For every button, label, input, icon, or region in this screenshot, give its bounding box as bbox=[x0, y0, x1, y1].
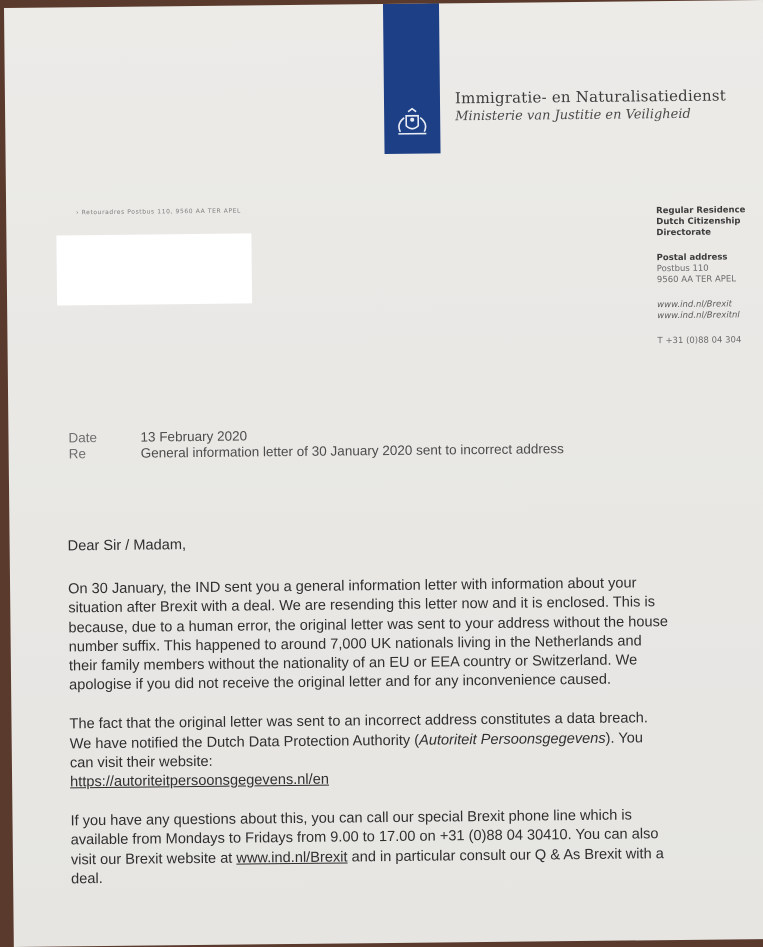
subject-value: General information letter of 30 January 2020 sent to incorrect address bbox=[140, 441, 564, 461]
breach-text-start: The fact that the original letter was sent to an incorrect address constitutes a data breach. We have notified the Dutch Data Protection Authority ( bbox=[69, 710, 648, 752]
unit-line-3: Directorate bbox=[656, 227, 712, 239]
website-link-2: www.ind.nl/Brexitnl bbox=[657, 310, 740, 322]
postal-address-label: Postal address bbox=[656, 252, 728, 264]
letter-metadata bbox=[68, 425, 610, 463]
date-label: Date bbox=[68, 430, 98, 446]
redacted-recipient-address bbox=[56, 233, 252, 305]
postal-line-2: 9560 AA TER APEL bbox=[656, 274, 737, 286]
organization-name: Immigratie- en Naturalisatiedienst bbox=[454, 86, 727, 108]
letter-page bbox=[4, 0, 763, 947]
logo-ribbon bbox=[383, 3, 441, 154]
unit-line-1: Regular Residence bbox=[656, 205, 746, 217]
ministry-name: Ministerie van Justitie en Veiligheid bbox=[455, 106, 691, 125]
breach-text-end: ). You can visit their website: bbox=[69, 729, 644, 772]
royal-coat-of-arms-icon bbox=[390, 106, 434, 140]
subject-label: Re bbox=[68, 446, 87, 462]
unit-line-2: Dutch Citizenship bbox=[656, 216, 741, 228]
paragraph-data-breach bbox=[69, 709, 670, 792]
salutation: Dear Sir / Madam, bbox=[67, 537, 187, 555]
letter-body bbox=[68, 531, 672, 909]
sender-details bbox=[656, 205, 747, 347]
contact-text-end: and in particular consult our Q & As Brexit with a deal. bbox=[71, 845, 664, 888]
date-value: 13 February 2020 bbox=[140, 428, 248, 445]
authority-name: Autoriteit Persoonsgegevens bbox=[418, 730, 606, 749]
return-address: › Retouradres Postbus 110, 9560 AA TER APEL bbox=[76, 207, 242, 217]
paragraph-contact bbox=[70, 806, 671, 889]
contact-text-start: If you have any questions about this, you can call our special Brexit phone line which is available from Mondays to Fridays from 9.00 to 17.00 on +31 (0)88 04 30410. You can also visit our Brexit website at bbox=[70, 807, 659, 868]
website-link-1: www.ind.nl/Brexit bbox=[657, 299, 732, 311]
postal-line-1: Postbus 110 bbox=[656, 263, 709, 275]
authority-website-link[interactable]: https://autoriteitpersoonsgegevens.nl/en bbox=[70, 771, 329, 791]
brexit-website-link[interactable]: www.ind.nl/Brexit bbox=[236, 849, 348, 867]
paragraph-apology: On 30 January, the IND sent you a general information letter with information about your situation after Brexit with a deal. We are resending this letter now and it is enclosed. This is because, due to a human error, the original letter was sent to your address without the house number suffix. This happened to around 7,000 UK nationals living in the Netherlands and their family members without the nationality of an EU or EEA country or Switzerland. We apologise if you did not receive the original letter and for any inconvenience caused. bbox=[68, 575, 669, 694]
phone-number: T +31 (0)88 04 304 bbox=[657, 335, 742, 347]
